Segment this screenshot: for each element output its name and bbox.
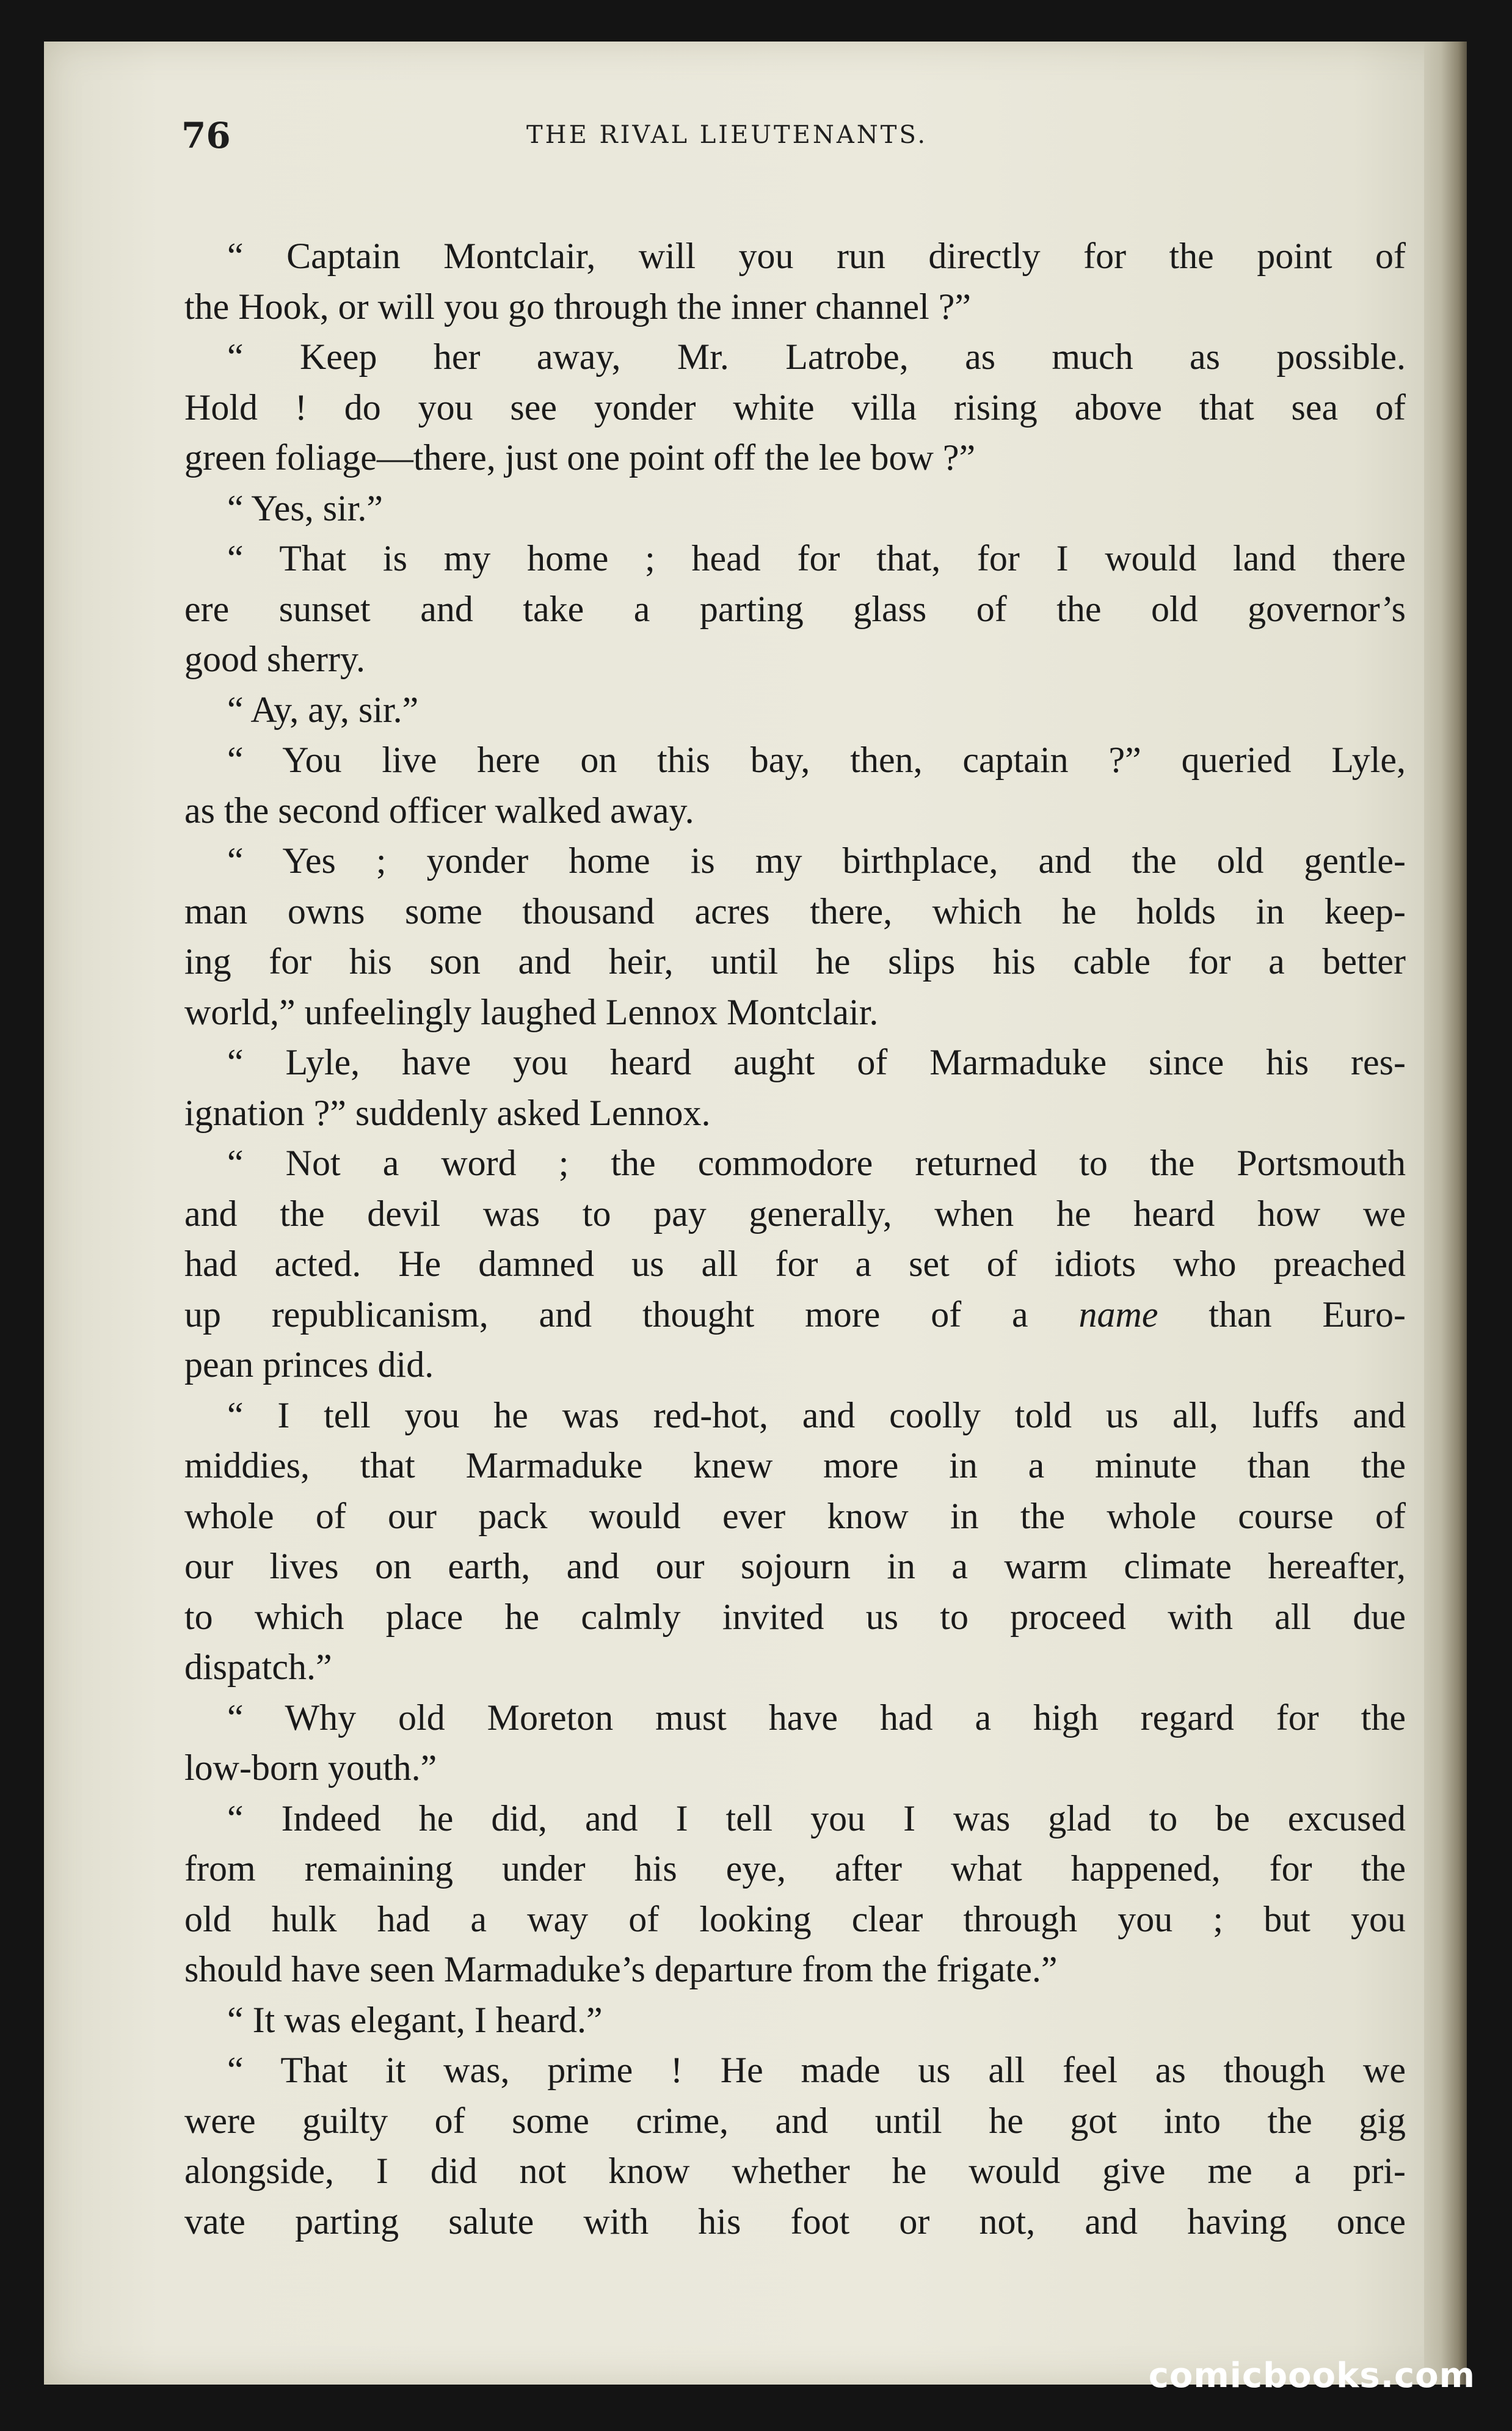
text-line: ere sunset and take a parting glass of the old governor’s xyxy=(184,588,1406,629)
text-line: “ Indeed he did, and I tell you I was glad to be excused xyxy=(227,1798,1406,1839)
text-line: “ You live here on this bay, then, captain ?” queried Lyle, xyxy=(227,740,1406,780)
text-line: world,” unfeelingly laughed Lennox Montclair. xyxy=(184,991,879,1032)
text-line: should have seen Marmaduke’s departure from the frigate.” xyxy=(184,1949,1058,1989)
text-line: old hulk had a way of looking clear through you ; but you xyxy=(184,1898,1406,1939)
text-line: green foliage—there, just one point off the lee bow ?” xyxy=(184,437,976,478)
text-line: good sherry. xyxy=(184,639,366,679)
text-line: “ Keep her away, Mr. Latrobe, as much as possible. xyxy=(227,337,1406,377)
text-line: “ Yes ; yonder home is my birthplace, and the old gentle- xyxy=(227,840,1406,881)
text-line: ing for his son and heir, until he slips his cable for a better xyxy=(184,941,1406,982)
book-page xyxy=(44,42,1467,2385)
text-line: pean princes did. xyxy=(184,1344,434,1385)
text-line: “ Yes, sir.” xyxy=(227,487,383,528)
text-line: as the second officer walked away. xyxy=(184,790,694,831)
page-number: 76 xyxy=(181,115,231,156)
text-line: and the devil was to pay generally, when he heard how we xyxy=(184,1193,1406,1234)
text-line: had acted. He damned us all for a set of idiots who preached xyxy=(184,1244,1406,1284)
text-line: “ Ay, ay, sir.” xyxy=(227,689,419,730)
text-line: the Hook, or will you go through the inner channel ?” xyxy=(184,286,972,327)
text-line: middies, that Marmaduke knew more in a minute than the xyxy=(184,1445,1406,1485)
body-text xyxy=(184,231,1406,2247)
text-line: dispatch.” xyxy=(184,1647,332,1687)
watermark: comicbooks.com xyxy=(1148,2356,1475,2396)
text-line: were guilty of some crime, and until he got into the gig xyxy=(184,2100,1406,2141)
text-line: whole of our pack would ever know in the whole course of xyxy=(184,1495,1406,1536)
text-line: alongside, I did not know whether he would give me a pri- xyxy=(184,2151,1406,2191)
page-spine-edge xyxy=(1424,42,1467,2385)
text-line: to which place he calmly invited us to proceed with all due xyxy=(184,1596,1406,1637)
text-line: ignation ?” suddenly asked Lennox. xyxy=(184,1092,711,1133)
text-line: “ Lyle, have you heard aught of Marmaduke since his res- xyxy=(227,1042,1406,1082)
text-line: “ Not a word ; the commodore returned to the Portsmouth xyxy=(227,1143,1406,1183)
text-line: up republicanism, and thought more of a name than Euro- xyxy=(184,1294,1406,1335)
text-line: “ That is my home ; head for that, for I would land there xyxy=(227,538,1406,578)
text-line: “ I tell you he was red-hot, and coolly told us all, luffs and xyxy=(227,1394,1406,1435)
text-line: “ Why old Moreton must have had a high regard for the xyxy=(227,1697,1406,1738)
text-line: low-born youth.” xyxy=(184,1748,437,1788)
text-line: our lives on earth, and our sojourn in a warm climate hereafter, xyxy=(184,1546,1406,1586)
text-line: vate parting salute with his foot or not, and having once xyxy=(184,2201,1406,2242)
text-line: from remaining under his eye, after what happened, for the xyxy=(184,1848,1406,1889)
italic-word: name xyxy=(1078,1294,1158,1335)
text-line: “ It was elegant, I heard.” xyxy=(227,1999,603,2040)
text-line: “ That it was, prime ! He made us all feel as though we xyxy=(227,2050,1406,2090)
text-line: Hold ! do you see yonder white villa rising above that sea of xyxy=(184,387,1406,428)
text-line: man owns some thousand acres there, which he holds in keep- xyxy=(184,891,1406,931)
running-title: THE RIVAL LIEUTENANTS. xyxy=(526,121,928,149)
text-line: “ Captain Montclair, will you run directly for the point of xyxy=(227,236,1406,276)
